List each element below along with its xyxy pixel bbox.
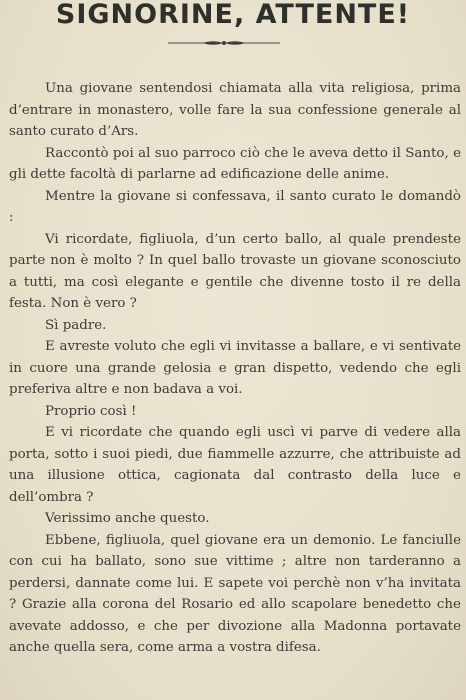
decorative-divider — [168, 38, 280, 48]
paragraph: E vi ricordate che quando egli uscì vi parve di vedere alla porta, sotto i suoi piedi, due fiammelle azzurre, che attribuiste ad una illusione ottica, cagionata dal contrasto della luce e dell’ombra ? — [9, 425, 461, 505]
paragraph: Mentre la giovane si confessava, il santo curato le domandò : — [9, 188, 461, 225]
paragraph: Proprio così ! — [45, 403, 137, 419]
paragraph: Ebbene, figliuola, quel giovane era un demonio. Le fanciulle con cui ha ballato, sono sue vittime ; altre non tarderanno a perdersi, dannate come lui. E sapete voi perchè non v’ha invitata ? Grazie alla corona del Rosario ed allo scapolare benedetto che avevate addosso, e che per divozione alla Madonna portavate anche quella sera, come arma a vostra difesa. — [9, 532, 461, 655]
paragraph: Una giovane sentendosi chiamata alla vita religiosa, prima d’entrare in monastero, volle fare la sua confessione generale al santo curato d’Ars. — [9, 81, 461, 139]
article-body — [9, 78, 461, 659]
page-title: SIGNORINE, ATTENTE! — [55, 0, 411, 30]
paragraph: Sì padre. — [45, 317, 107, 333]
paragraph: Raccontò poi al suo parroco ciò che le aveva detto il Santo, e gli dette facoltà di parlarne ad edificazione delle anime. — [9, 145, 461, 182]
paragraph: Vi ricordate, figliuola, d’un certo ballo, al quale prendeste parte non è molto ? In quel ballo trovaste un giovane sconosciuto a tutti, ma così elegante e gentile che divenne tosto il re della festa. Non è vero ? — [9, 231, 461, 311]
paragraph: E avreste voluto che egli vi invitasse a ballare, e vi sentivate in cuore una grande gelosia e gran dispetto, vedendo che egli preferiva altre e non badava a voi. — [9, 339, 461, 397]
paragraph: Verissimo anche questo. — [45, 511, 210, 526]
